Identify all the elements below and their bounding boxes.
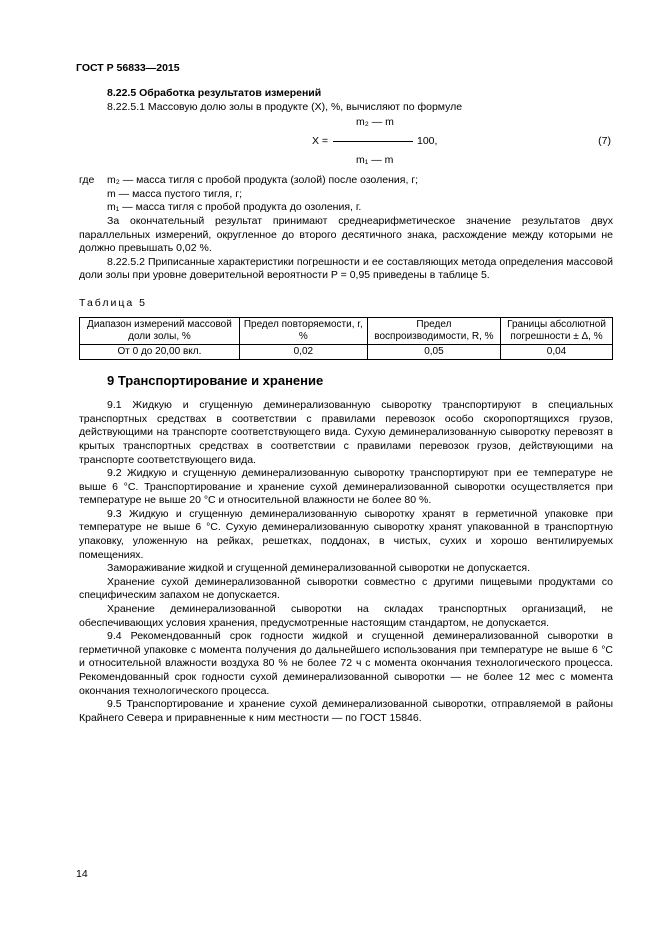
table-header-cell: Диапазон измерений массовой доли золы, % [80, 317, 240, 344]
definition-text: m₂ — масса тигля с пробой продукта (золой) после озоления, г; [107, 174, 419, 187]
table-cell: 0,05 [367, 344, 500, 359]
table-cell: 0,04 [501, 344, 613, 359]
formula-numerator: m₂ — m [356, 116, 394, 129]
paragraph-9-3: 9.3 Жидкую и сгущенную деминерализованную сыворотку хранят в герметичной упаковке при температуре не выше 6 °С. Сухую деминерализованную сыворотку хранят упакованной в транспортную упаковку, уложенную на рейках, решетках, поддонах, в чистых, сухих и хорошо вентилируемых помещениях. [79, 507, 613, 561]
table-header-cell: Предел повторяемости, r, % [239, 317, 367, 344]
table-row [80, 344, 613, 359]
paragraph-9-1: 9.1 Жидкую и сгущенную деминерализованную сыворотку транспортируют в специальных транспортных средствах в соответствии с правилами перевозок особо скоропортящихся грузов, действующими на транспорте соответствующего вида. Сухую деминерализованную сыворотку перевозят в крытых транспортных средствах в соответствии с правилами перевозок грузов, действующими на транспорте соответствующего вида. [79, 399, 613, 466]
paragraph-freezing: Замораживание жидкой и сгущенной деминерализованной сыворотки не допускается. [107, 562, 531, 575]
formula-7 [79, 116, 613, 168]
table-header-cell: Границы абсолютной погрешности ± Δ, % [501, 317, 613, 344]
table-caption: Таблица 5 [79, 296, 147, 309]
formula-factor: 100, [417, 135, 438, 148]
table-header-row [80, 317, 613, 344]
table-cell: От 0 до 20,00 вкл. [80, 344, 240, 359]
paragraph-8-22-5-2: 8.22.5.2 Приписанные характеристики погрешности и ее составляющих метода определения массовой доли золы при уровне доверительной вероятности P = 0,95 приведены в таблице 5. [79, 255, 613, 282]
subsection-heading: 8.22.5 Обработка результатов измерений [107, 87, 322, 99]
definition-row [79, 201, 613, 215]
definition-text: m₁ — масса тигля с пробой продукта до озоления, г. [107, 201, 362, 214]
paragraph-storage-warehouse: Хранение деминерализованной сыворотки на складах транспортных организаций, не обеспечивающих условия хранения, предусмотренные настоящим стандартом, не допускается. [79, 603, 613, 629]
page-number: 14 [76, 868, 88, 880]
fraction-bar [333, 141, 413, 142]
where-word: где [79, 174, 95, 187]
table-header-cell: Предел воспроизводимости, R, % [367, 317, 500, 344]
formula-denominator: m₁ — m [356, 154, 394, 167]
definition-text: m — масса пустого тигля, г; [107, 187, 243, 200]
page-content [79, 87, 613, 725]
paragraph-9-2: 9.2 Жидкую и сгущенную деминерализованную сыворотку транспортируют при ее температуре не выше 6 °С. Транспортирование и хранение сухой деминерализованной сыворотки осуществляется при температуре не выше 20 °С и относительной влажности не более 80 %. [79, 467, 613, 507]
table-5 [79, 317, 613, 360]
table-cell: 0,02 [239, 344, 367, 359]
paragraph-storage-odor: Хранение сухой деминерализованной сыворотки совместно с другими пищевыми продуктами со специфическим запахом не допускается. [79, 575, 613, 602]
variable-definitions [79, 174, 613, 215]
formula-lhs: X = [312, 135, 329, 148]
definition-row [79, 188, 613, 202]
final-result-paragraph: За окончательный результат принимают среднеарифметическое значение результатов двух параллельных измерений, округленное до второго десятичного знака, расхождение между которыми не должно превышать 0,02 %. [79, 214, 613, 255]
section-heading: 9 Транспортирование и хранение [107, 372, 324, 388]
formula-intro: 8.22.5.1 Массовую долю золы в продукте (X), %, вычисляют по формуле [107, 100, 463, 113]
formula-number: (7) [598, 135, 611, 148]
paragraph-9-4: 9.4 Рекомендованный срок годности жидкой и сгущенной деминерализованной сыворотки в герметичной упаковке с момента получения до дальнейшего использования при температуре не выше 6 °С и относительной влажности воздуха 80 % не более 72 ч с момента окончания технологического процесса. Рекомендованный срок годности сухой деминерализованной сыворотки — не более 12 мес с момента окончания технологического процесса. [79, 630, 613, 697]
definition-row [79, 174, 613, 188]
document-header: ГОСТ Р 56833—2015 [76, 62, 180, 74]
paragraph-9-5: 9.5 Транспортирование и хранение сухой деминерализованной сыворотки, отправляемой в районы Крайнего Севера и приравненные к ним местности — по ГОСТ 15846. [79, 698, 613, 724]
